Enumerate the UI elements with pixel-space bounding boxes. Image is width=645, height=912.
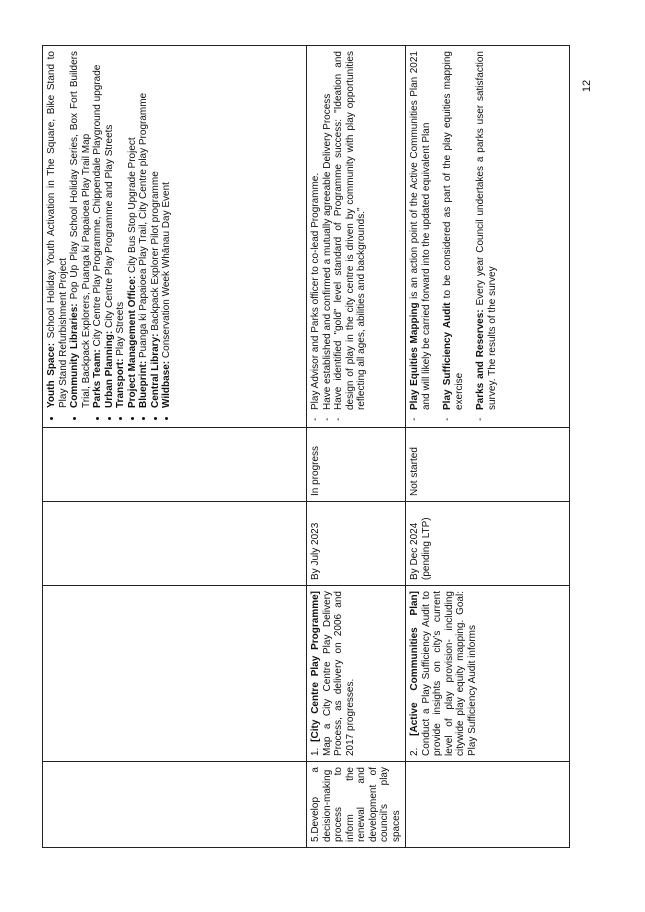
action-cell bbox=[406, 586, 570, 762]
list-item: - Play Advisor and Parks officer to co-lead Programme. bbox=[310, 51, 322, 410]
measures-list bbox=[409, 51, 498, 422]
list-item: • Parks Team: City Centre Play Programme, Chippendale Playground upgrade bbox=[92, 51, 104, 408]
action-cell bbox=[307, 586, 406, 762]
play-action-table bbox=[42, 45, 570, 848]
table-row bbox=[406, 46, 570, 848]
list-item: - Play Equities Mapping is an action point of the Active Communities Plan 2021 and will likely be carried forward into the updated equivalent Plan bbox=[409, 51, 432, 410]
list-item: • Community Libraries: Pop Up Play School Holiday Series, Box Fort Builders Trial, Backpack Explorers, Puanga ki Papaioea Play Trail Map bbox=[69, 51, 92, 408]
stakeholder-list bbox=[46, 51, 173, 422]
table-row bbox=[307, 46, 406, 848]
measures-cell bbox=[406, 46, 570, 428]
list-item: • Urban Planning: City Centre Play Programme and Play Streets bbox=[104, 51, 116, 408]
list-item: • Transport: Play Streets bbox=[115, 51, 127, 408]
status-cell bbox=[43, 428, 307, 502]
list-item: - Have identified "gold" level standard of Programme success: "Ideation and design of play in the city centre is driven by community with play opportunities reflecting all ages, abilities and backgrounds." bbox=[333, 51, 368, 410]
objective-cell bbox=[406, 762, 570, 848]
timeframe-cell: By Dec 2024 (pending LTP) bbox=[406, 502, 570, 586]
action-label: [City Centre Play Programme] bbox=[310, 591, 321, 742]
action-cell bbox=[43, 586, 307, 762]
action-number: 1. bbox=[310, 747, 321, 756]
status-cell: Not started bbox=[406, 428, 570, 502]
list-item: • Blueprint: Puanga ki Papaioea Play Trail, City Centre play Programme bbox=[138, 51, 150, 408]
action-label: [Active Communities Plan] bbox=[409, 591, 420, 736]
action-text: Conduct a Play Sufficiency Audit to provide insights on city's current level of play provision- including citywide play equity mapping. Goal: Play Sufficiency Audit informs bbox=[420, 591, 478, 756]
rotated-table-container bbox=[42, 46, 568, 848]
list-item: • Project Management Office: City Bus Stop Upgrade Project bbox=[127, 51, 139, 408]
list-item: • Wildbase: Conservation Week Whānau Day Event bbox=[161, 51, 173, 408]
status-cell: In progress bbox=[307, 428, 406, 502]
table-row bbox=[43, 46, 307, 848]
timeframe-cell bbox=[43, 502, 307, 586]
action-number: 2. bbox=[409, 747, 420, 756]
measures-cell bbox=[43, 46, 307, 428]
list-item: • Central Library: Backpack Explorer Pilot programme bbox=[150, 51, 162, 408]
objective-cell bbox=[43, 762, 307, 848]
measures-list bbox=[310, 51, 368, 422]
list-item: - Parks and Reserves: Every year Council undertakes a parks user satisfaction survey. The results of the survey bbox=[475, 51, 498, 410]
objective-cell: 5.Develop a decision-making process to inform the renewal and development of council's play spaces bbox=[307, 762, 406, 848]
timeframe-cell: By July 2023 bbox=[307, 502, 406, 586]
list-item: • Youth Space: School Holiday Youth Activation in The Square, Bike Stand to Play Stand Refurbishment Project bbox=[46, 51, 69, 408]
measures-cell bbox=[307, 46, 406, 428]
action-text: Map a City Centre Play Delivery Process, as delivery on 2006 and 2017 progresses. bbox=[321, 591, 356, 756]
list-item: - Have established and confirmed a mutually agreeable Delivery Process bbox=[322, 51, 334, 410]
list-item: - Play Sufficiency Audit to be considered as part of the play equities mapping exercise bbox=[442, 51, 465, 410]
page-number: 12 bbox=[581, 79, 593, 93]
